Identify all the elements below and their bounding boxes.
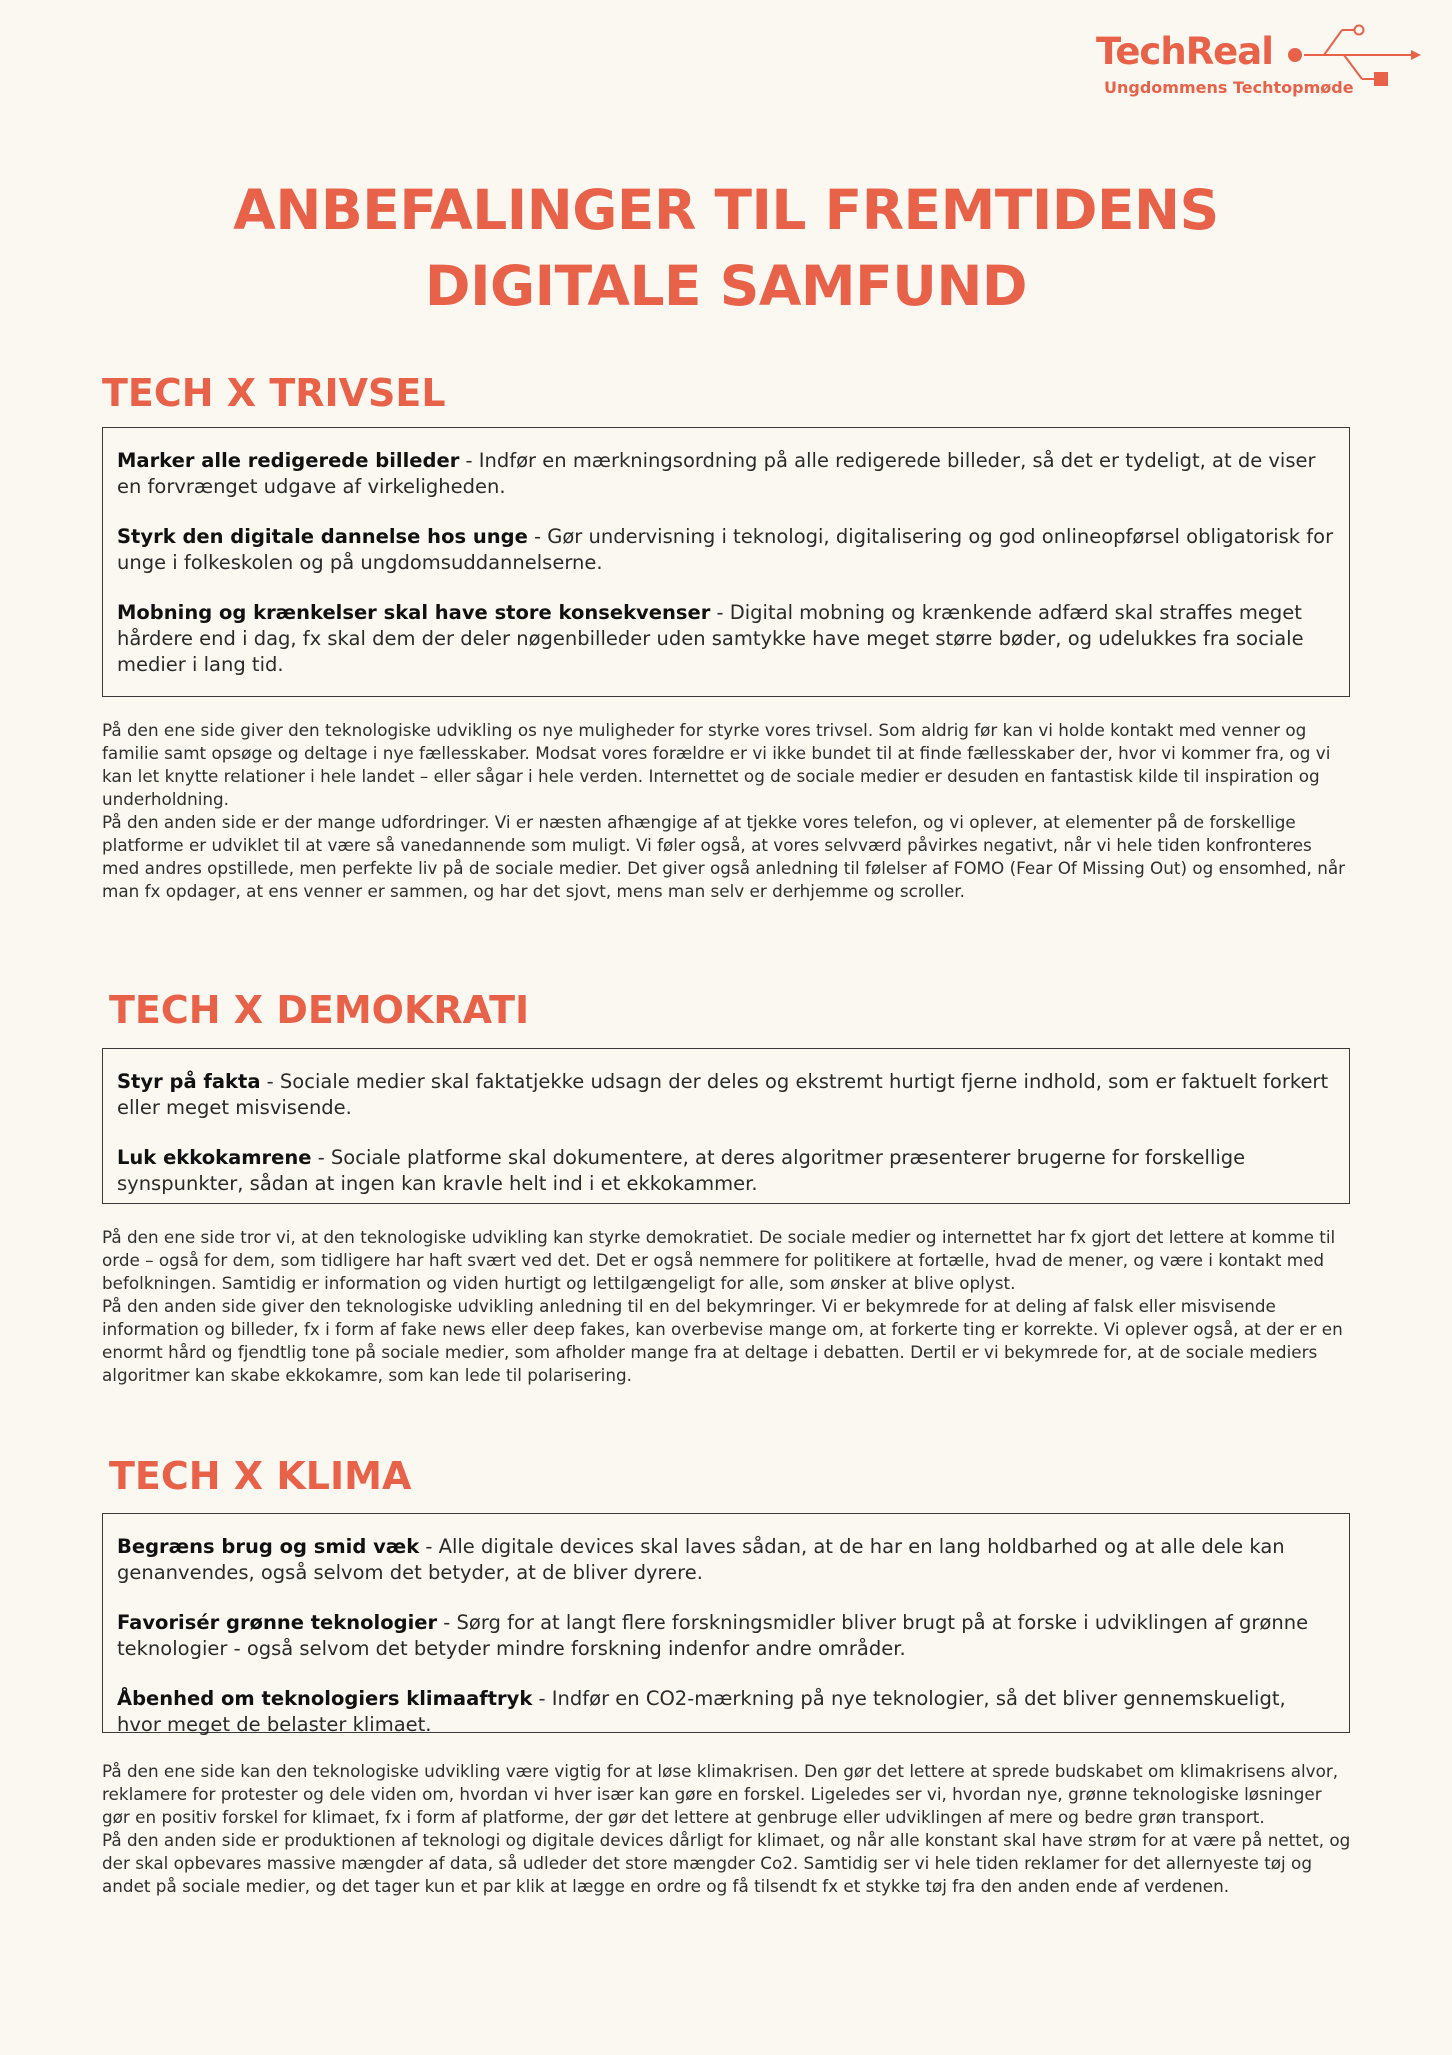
recommendation-title: Luk ekkokamrene (117, 1146, 312, 1169)
body-paragraph: På den anden side giver den teknologiske udvikling anledning til en del bekymringer. Vi er bekymrede for at deling af falsk eller misvisende information og billeder, fx i form af fake news eller deep fakes, kan overbevise mange om, at forkerte ting er korrekte. Vi oplever også, at der er en enormt hård og fjendtlig tone på sociale medier, som afholder mange fra at deltage i debatten. Dertil er vi bekymrede for, at de sociale mediers algoritmer kan skabe ekkokamre, som kan lede til polarisering. (102, 1296, 1343, 1385)
recommendation-title: Begræns brug og smid væk (117, 1535, 420, 1558)
body-paragraph: På den ene side tror vi, at den teknologiske udvikling kan styrke demokratiet. De sociale medier og internettet har fx gjort det lettere at komme til orde – også for dem, som tidligere har haft svært ved det. Det er også nemmere for politikere at fortælle, hvad de mener, og være i kontakt med befolkningen. Samtidig er information og viden hurtigt og lettilgængeligt for alle, som ønsker at blive oplyst. (102, 1227, 1336, 1293)
page-title-line-2: DIGITALE SAMFUND (424, 254, 1028, 318)
section-heading-klima: TECH X KLIMA (109, 1454, 412, 1498)
page-title (0, 172, 1452, 324)
recommendation-text: - Sociale platforme skal dokumentere, at deres algoritmer præsenterer brugerne for forskellige synspunkter, sådan at ingen kan kravle helt ind i et ekkokammer. (117, 1146, 1246, 1195)
recommendation-text: - Indfør en mærkningsordning på alle redigerede billeder, så det er tydeligt, at de viser en forvrænget udgave af virkeligheden. (117, 449, 1316, 498)
logo-name: TechReal (1096, 30, 1273, 73)
page-title-line-1: ANBEFALINGER TIL FREMTIDENS (233, 178, 1219, 242)
techreal-logo (1096, 24, 1426, 104)
body-paragraph: På den anden side er produktionen af teknologi og digitale devices dårligt for klimaet, og når alle konstant skal have strøm for at være på nettet, og der skal opbevares massive mængder af data, så udleder det store mængder Co2. Samtidig ser vi hele tiden reklamer for det allernyeste tøj og andet på sociale medier, og det tager kun et par klik at lægge en ordre og få tilsendt fx et stykke tøj fra den anden ende af verdenen. (102, 1830, 1351, 1896)
recommendation-text: - Gør undervisning i teknologi, digitalisering og god onlineopførsel obligatorisk for unge i folkeskolen og på ungdomsuddannelserne. (117, 525, 1334, 574)
body-paragraph: På den anden side er der mange udfordringer. Vi er næsten afhængige af at tjekke vores telefon, og vi oplever, at elementer på de forskellige platforme er udviklet til at være så vanedannende som muligt. Vi føler også, at vores selvværd påvirkes negativt, når vi hele tiden konfronteres med andres opstillede, men perfekte liv på de sociale medier. Det giver også anledning til følelser af FOMO (Fear Of Missing Out) og ensomhed, når man fx opdager, at ens venner er sammen, og har det sjovt, mens man selv er derhjemme og scroller. (102, 812, 1346, 901)
recommendation-title: Styr på fakta (117, 1070, 261, 1093)
recommendation-title: Mobning og krænkelser skal have store konsekvenser (117, 601, 711, 624)
body-text-demokrati (102, 1226, 1352, 1387)
body-text-klima (102, 1760, 1352, 1898)
recommendation-item (117, 1145, 1335, 1197)
recommendation-item (117, 524, 1335, 576)
body-paragraph: På den ene side kan den teknologiske udvikling være vigtig for at løse klimakrisen. Den gør det lettere at sprede budskabet om klimakrisens alvor, reklamere for protester og dele viden om, hvordan vi hver især kan gøre en forskel. Ligeledes ser vi, hvordan nye, grønne teknologiske løsninger gør en positiv forskel for klimaet, fx i form af platforme, der gør det lettere at genbruge eller udviklingen af mere og bedre grøn transport. (102, 1761, 1339, 1827)
recommendation-title: Styrk den digitale dannelse hos unge (117, 525, 528, 548)
section-heading-trivsel: TECH X TRIVSEL (102, 371, 446, 415)
circuit-arrow-icon (1286, 24, 1426, 104)
body-text-trivsel (102, 719, 1352, 903)
recommendation-text: - Digital mobning og krænkende adfærd skal straffes meget hårdere end i dag, fx skal dem der deler nøgenbilleder uden samtykke have meget større bøder, og udelukkes fra sociale medier i lang tid. (117, 601, 1304, 676)
recommendation-item (117, 1686, 1335, 1738)
recommendation-title: Marker alle redigerede billeder (117, 449, 460, 472)
logo-tagline: Ungdommens Techtopmøde (1104, 78, 1354, 97)
recommendation-text: - Sociale medier skal faktatjekke udsagn der deles og ekstremt hurtigt fjerne indhold, som er faktuelt forkert eller meget misvisende. (117, 1070, 1329, 1119)
recommendation-text: - Sørg for at langt flere forskningsmidler bliver brugt på at forske i udviklingen af grønne teknologier - også selvom det betyder mindre forskning indenfor andre områder. (117, 1611, 1309, 1660)
recommendation-text: - Indfør en CO2-mærkning på nye teknologier, så det bliver gennemskueligt, hvor meget de belaster klimaet. (117, 1687, 1286, 1736)
recommendation-item (117, 1610, 1335, 1662)
recommendation-title: Favorisér grønne teknologier (117, 1611, 438, 1634)
recommendation-item (117, 1069, 1335, 1121)
recommendation-item (117, 448, 1335, 500)
recommendations-box-trivsel (102, 427, 1350, 697)
recommendations-box-klima (102, 1513, 1350, 1736)
recommendation-text: - Alle digitale devices skal laves sådan, at de har en lang holdbarhed og at alle dele kan genanvendes, også selvom det betyder, at de bliver dyrere. (117, 1535, 1285, 1584)
recommendation-item (117, 1534, 1335, 1586)
recommendation-title: Åbenhed om teknologiers klimaaftryk (117, 1687, 533, 1710)
body-paragraph: På den ene side giver den teknologiske udvikling os nye muligheder for styrke vores trivsel. Som aldrig før kan vi holde kontakt med venner og familie samt opsøge og deltage i nye fællesskaber. Modsat vores forældre er vi ikke bundet til at finde fællesskaber der, hvor vi kommer fra, og vi kan let knytte relationer i hele landet – eller sågar i hele verden. Internettet og de sociale medier er desuden en fantastisk kilde til inspiration og underholdning. (102, 720, 1331, 809)
section-heading-demokrati: TECH X DEMOKRATI (109, 988, 530, 1032)
recommendations-box-demokrati (102, 1048, 1350, 1204)
recommendation-item (117, 600, 1335, 678)
